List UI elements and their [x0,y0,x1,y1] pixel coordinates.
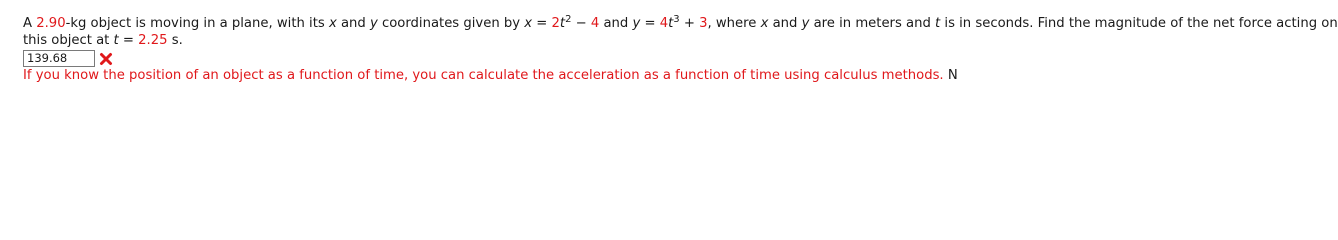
problem-text: this object at [23,33,114,48]
const-y: 3 [699,16,708,31]
feedback-message [23,68,958,84]
exponent-x: 2 [565,14,572,25]
problem-text: -kg object is moving in a plane, with its [65,16,329,31]
answer-row [23,50,113,67]
var-y: y [801,16,810,31]
feedback-text: If you know the position of an object as a function of time, you can calculate the acceleration as a function of time using calculus methods. [23,68,944,83]
answer-input[interactable] [23,50,95,67]
problem-text: are in meters and [809,16,936,31]
problem-text: = [640,16,660,31]
exponent-y: 3 [673,14,680,25]
problem-text: A [23,16,37,31]
var-t: t [668,16,674,31]
problem-text: and [599,16,633,31]
const-x: 4 [590,16,600,31]
var-t: t [935,16,941,31]
problem-text: , where [707,16,761,31]
answer-unit: N [943,68,958,83]
wrong-x-icon-svg [99,52,113,66]
var-y: y [369,16,378,31]
var-x: x [328,16,337,31]
coef-y: 4 [659,16,669,31]
var-t: t [559,16,566,31]
problem-text: − [571,16,591,31]
var-x: x [524,16,533,31]
problem-line-2 [23,33,183,49]
wrong-x-icon [99,52,113,66]
problem-text: is in seconds. Find the magnitude of the net force acting on [940,16,1338,31]
problem-text: + [679,16,700,31]
problem-text: and [336,16,370,31]
var-x: x [760,16,769,31]
problem-line-1 [23,16,1338,32]
time-value: 2.25 [138,33,168,48]
problem-text: = [532,16,552,31]
problem-text: coordinates given by [377,16,525,31]
problem-text: = [118,33,139,48]
problem-text: s. [167,33,183,48]
coef-x: 2 [551,16,560,31]
mass-value: 2.90 [36,16,66,31]
problem-text: and [768,16,802,31]
var-y: y [632,16,641,31]
var-t: t [113,33,119,48]
